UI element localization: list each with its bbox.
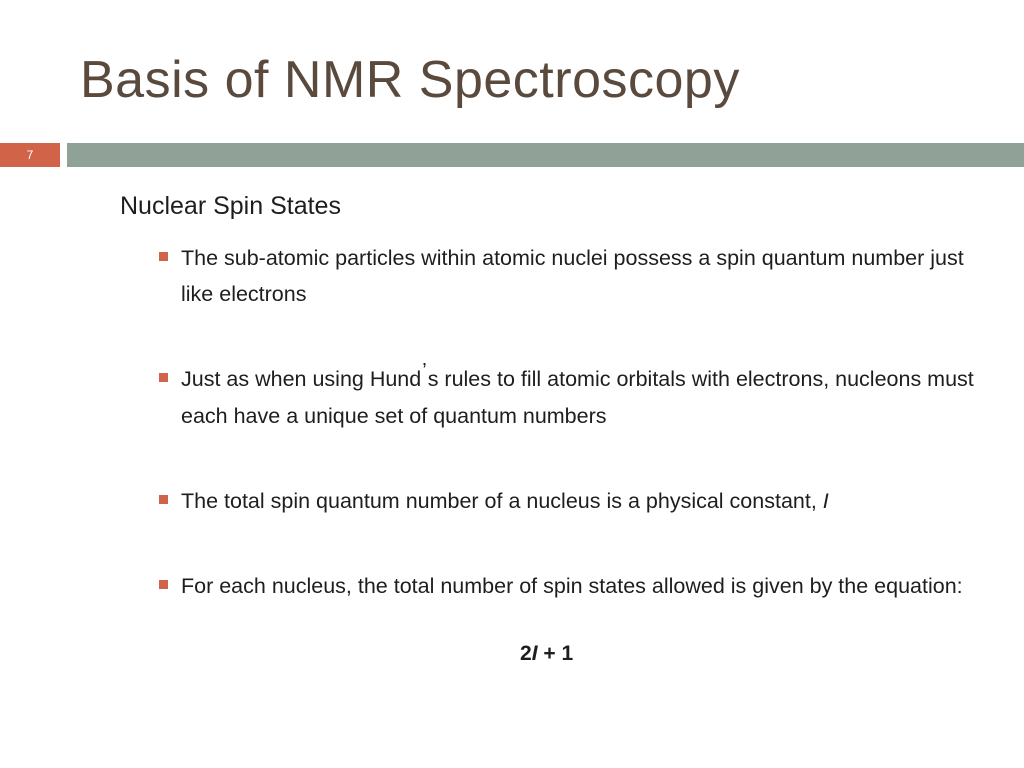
spin-symbol: I [822,489,829,513]
bullet-text: The total spin quantum number of a nucleus is a physical constant, [181,489,823,513]
slide-number-badge [0,143,60,167]
title-divider-bar [67,143,1024,167]
bullet-text-part: Just as when using Hund [181,367,422,391]
bullet-item [157,568,997,604]
bullet-text: For each nucleus, the total number of spin states allowed is given by the equation: [181,574,963,598]
square-bullet-icon [159,373,168,382]
slide-title: Basis of NMR Spectroscopy [80,51,740,109]
bullet-text: The sub-atomic particles within atomic nuclei possess a spin quantum number just like electrons [181,246,964,306]
section-heading: Nuclear Spin States [120,192,341,220]
bullet-list [157,240,997,604]
bullet-item [157,240,997,312]
equation-rest: + 1 [537,642,574,665]
equation-coefficient: 2 [520,642,532,665]
square-bullet-icon [159,580,168,589]
bullet-text-part: s rules to fill atomic orbitals with electrons, nucleons must each have a unique set of quantum numbers [181,367,974,428]
square-bullet-icon [159,495,168,504]
apostrophe: ’ [422,360,427,382]
bullet-item [157,361,997,434]
bullet-item [157,483,997,519]
equation-variable: I [531,642,538,665]
spin-states-equation [520,642,573,666]
square-bullet-icon [159,252,168,261]
slide-number: 7 [26,148,34,162]
